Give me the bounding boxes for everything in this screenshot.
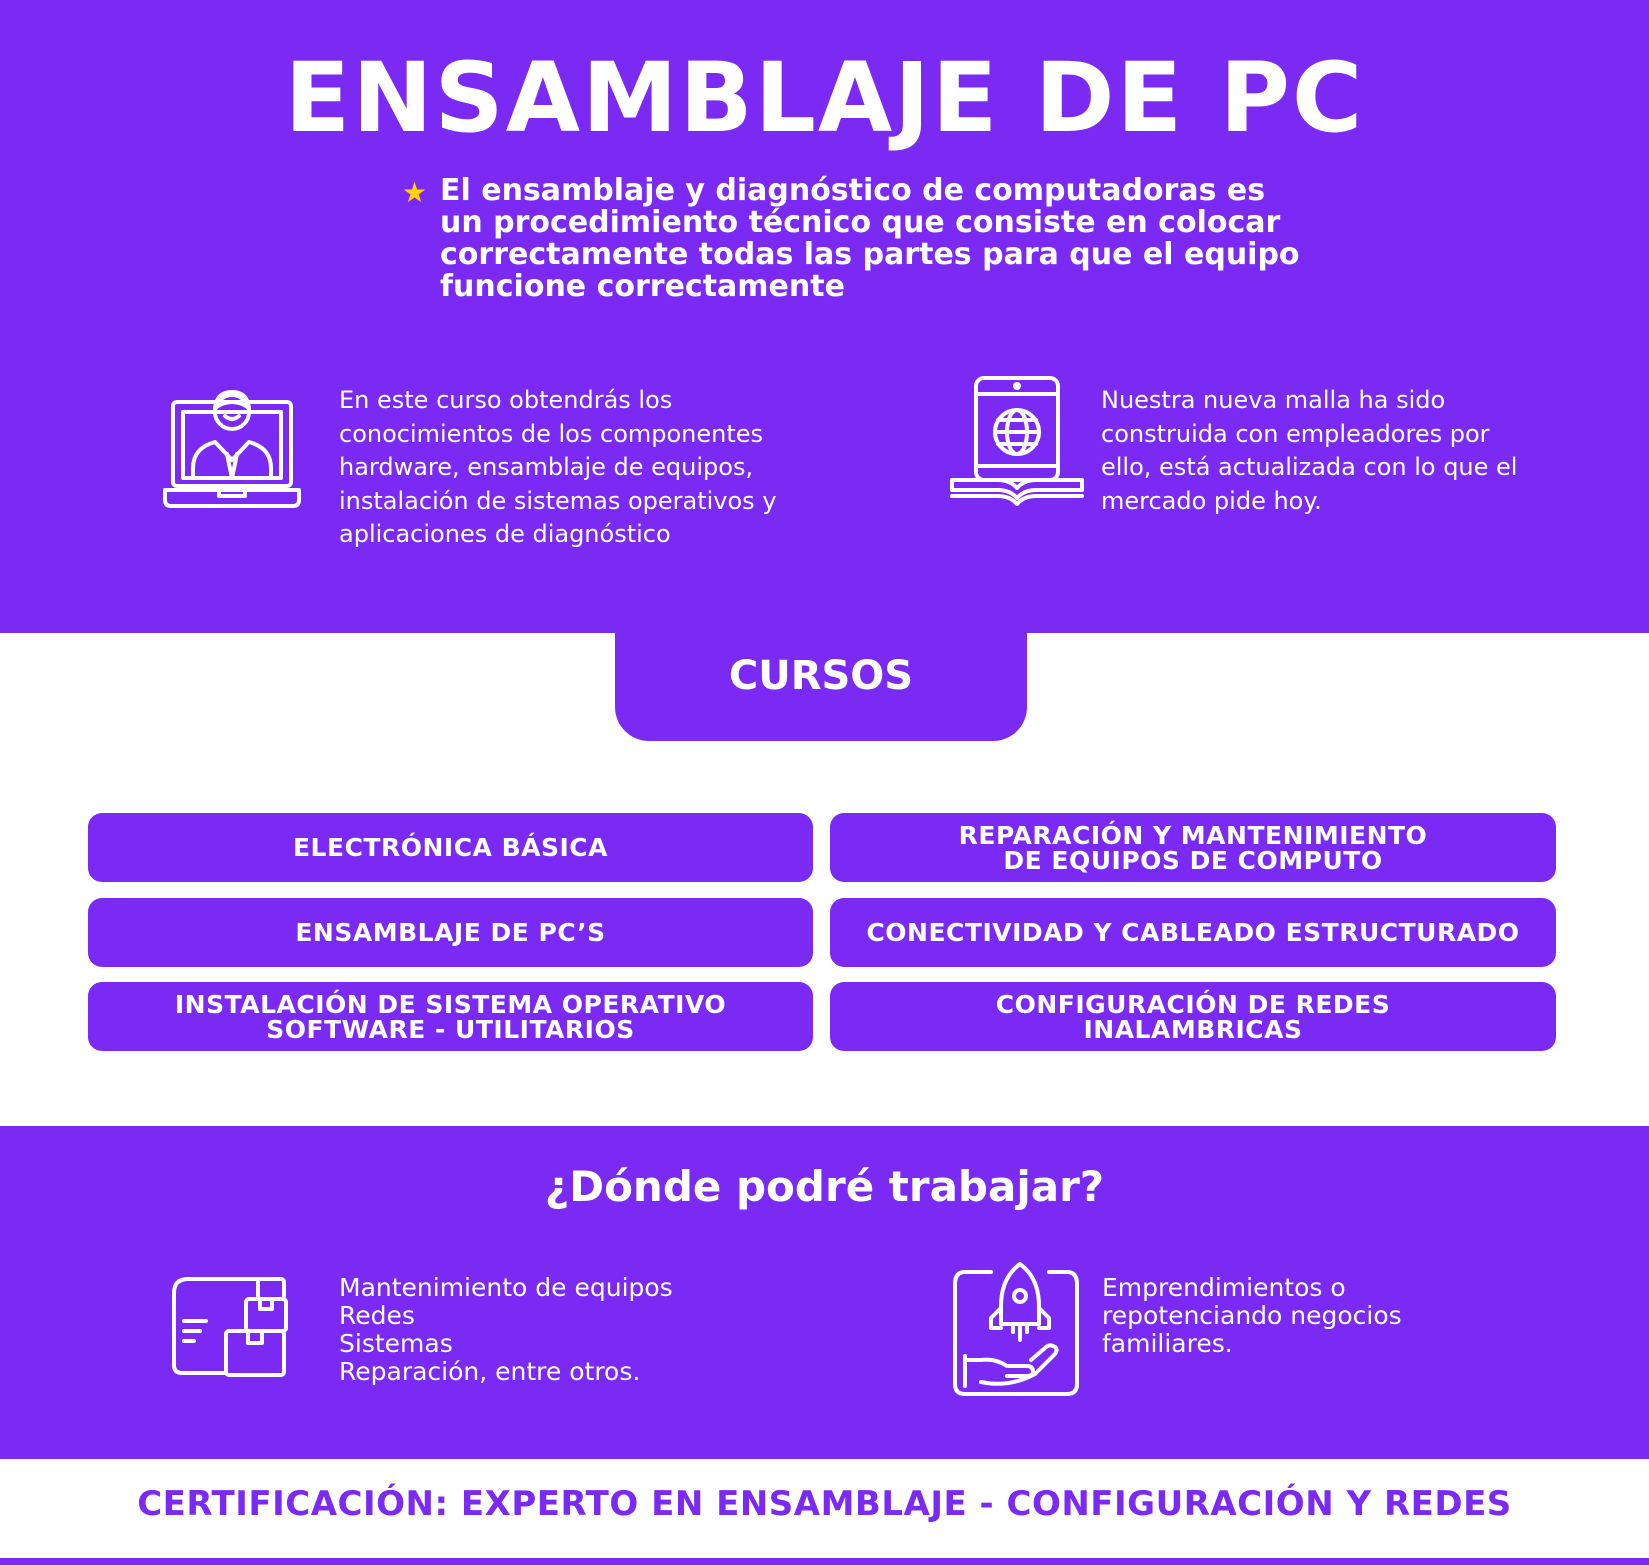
work-left-line: Reparación, entre otros. [339,1357,641,1386]
work-left-line: Sistemas [339,1329,453,1358]
boxes-delivery-icon [170,1273,296,1383]
work-title: ¿Dónde podré trabajar? [544,1162,1105,1211]
course-item[interactable] [830,898,1556,967]
rocket-hand-icon [951,1262,1081,1398]
cursos-heading: CURSOS [615,610,1027,741]
work-right-line: Emprendimientos o [1102,1273,1346,1302]
course-item[interactable] [830,813,1556,882]
course-label: CONECTIVIDAD Y CABLEADO ESTRUCTURADO [866,918,1520,947]
page-title: ENSAMBLAJE DE PC [284,42,1365,154]
course-label: ELECTRÓNICA BÁSICA [292,833,609,862]
work-left-line: Mantenimiento de equipos [339,1273,673,1302]
intro-text: El ensamblaje y diagnóstico de computadoras es un procedimiento técnico que consiste en colocar correctamente todas las partes para que el equipo funcione correctamente [440,173,1300,304]
course-label: ENSAMBLAJE DE PC’S [295,918,606,947]
work-right-line: familiares. [1102,1329,1233,1358]
mobile-globe-book-icon [948,376,1086,514]
certification-text: CERTIFICACIÓN: EXPERTO EN ENSAMBLAJE - CONFIGURACIÓN Y REDES [137,1484,1512,1524]
work-right-text [1102,1274,1402,1358]
work-left-line: Redes [339,1301,415,1330]
course-item[interactable] [88,813,813,882]
course-label: CONFIGURACIÓN DE REDES INALAMBRICAS [995,989,1391,1044]
course-item[interactable] [830,982,1556,1051]
course-label: REPARACIÓN Y MANTENIMIENTO DE EQUIPOS DE COMPUTO [958,820,1428,875]
course-item[interactable] [88,898,813,967]
bottom-divider [0,1558,1649,1565]
star-icon: ★ [402,176,428,209]
work-right-line: repotenciando negocios [1102,1301,1402,1330]
laptop-person-icon [163,378,301,516]
course-label: INSTALACIÓN DE SISTEMA OPERATIVO SOFTWARE - UTILITARIOS [174,989,727,1044]
course-item[interactable] [88,982,813,1051]
feature-text-malla: Nuestra nueva malla ha sido construida con empleadores por ello, está actualizada con lo que el mercado pide hoy. [1101,386,1518,515]
work-left-text [339,1274,673,1386]
feature-text-course: En este curso obtendrás los conocimientos de los componentes hardware, ensamblaje de equipos, instalación de sistemas operativos y aplicaciones de diagnóstico [339,386,777,548]
